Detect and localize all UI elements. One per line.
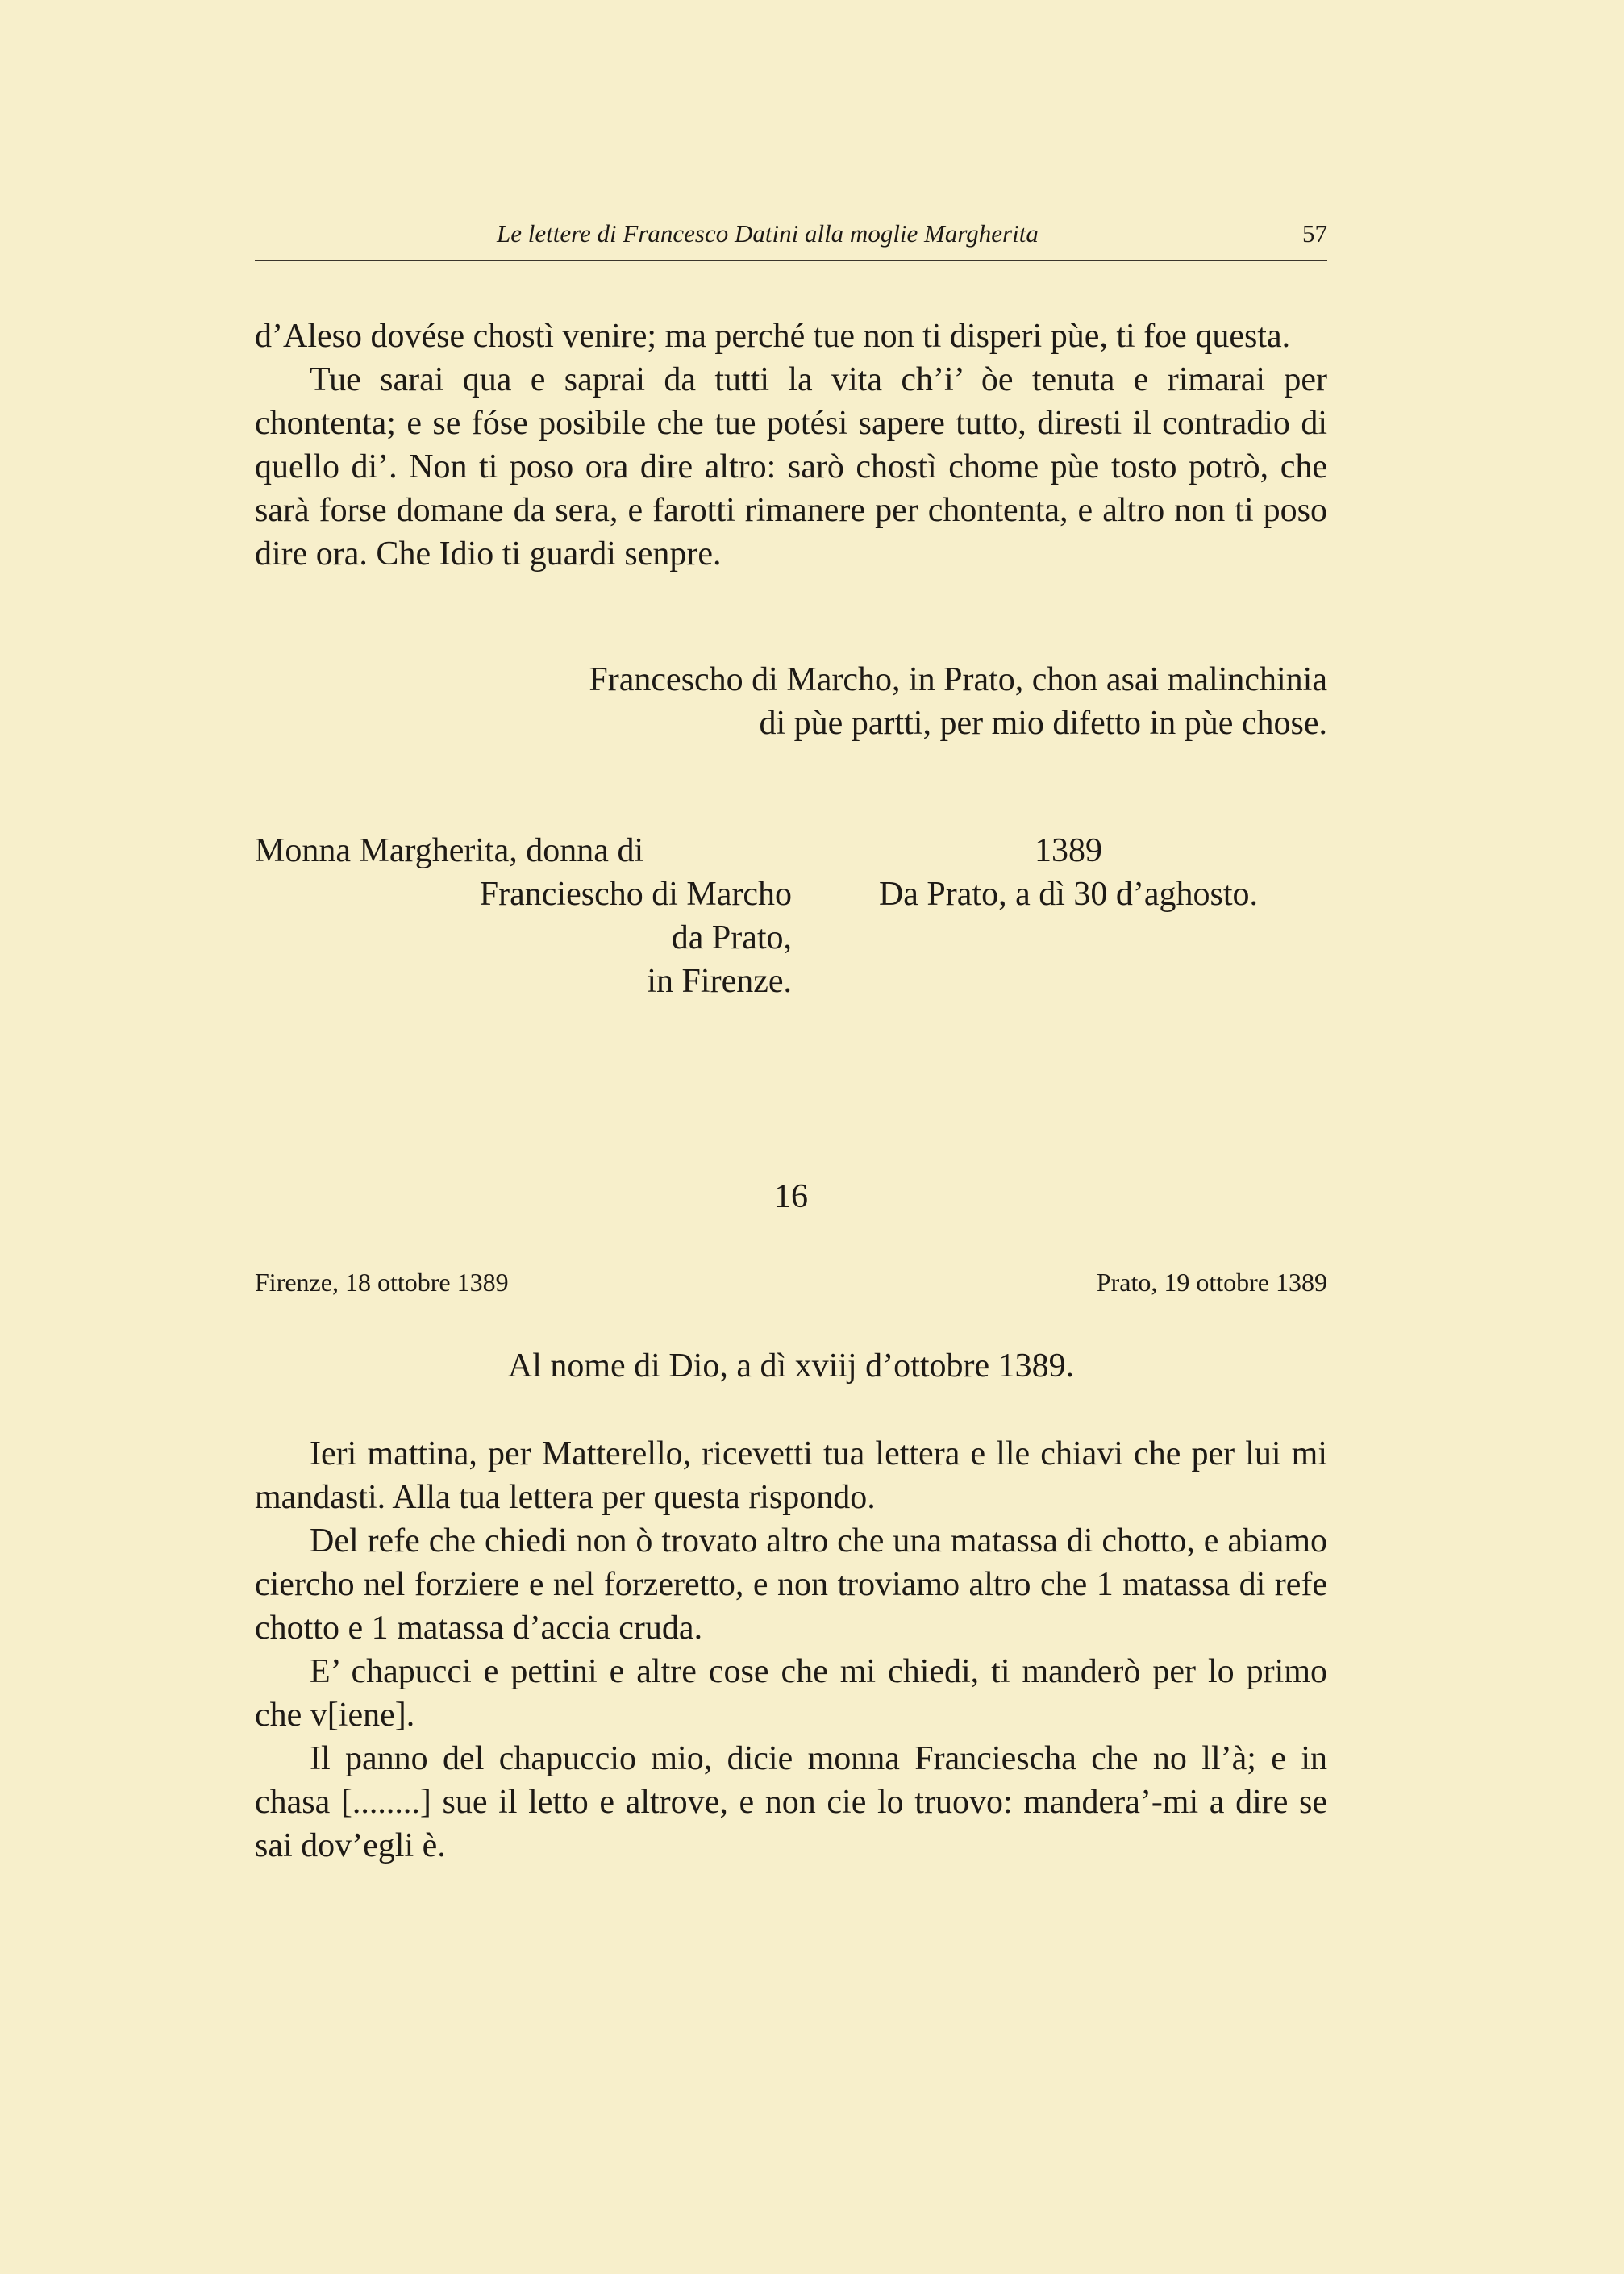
letter-15-paragraph-2: Tue sarai qua e saprai da tutti la vita ch’i’ òe tenuta e rimarai per chontenta; e se fóse posibile che tue potési sapere tutto, diresti il contradio di quello di’. Non ti poso ora dire altro: sarò chostì chome pùe tosto potrò, che sarà forse domane da sera, e farotti rimanere per chontenta, e altro non ti poso dire ora. Che Idio ti guardi senpre. [255,361,1327,573]
receipt-date: Da Prato, a dì 30 d’aghosto. [878,876,1259,913]
address-line-3: da Prato, [671,919,792,956]
letter-15-address [255,829,792,1003]
letter-16-paragraph-1: Ieri mattina, per Matterello, ricevetti tua lettera e lle chiavi che per lui mi mandasti. Alla tua lettera per questa rispondo. [255,1435,1327,1516]
letter-16-body [255,1432,1327,1868]
letter-15-receipt-note [839,829,1298,916]
address-line-2: Franciescho di Marcho [479,876,792,913]
letter-15-body [255,314,1327,576]
running-title: Le lettere di Francesco Datini alla moglie Margherita [497,219,1039,248]
letter-15-signature [255,658,1327,745]
address-line-4: in Firenze. [647,963,792,1000]
letter-number: 16 [774,1178,808,1215]
letter-15-paragraph-1: d’Aleso dovése chostì venire; ma perché tue non ti disperi pùe, ti foe questa. [255,318,1291,355]
letter-16-place-dates [255,1268,1327,1303]
page-number: 57 [1302,219,1327,248]
address-line-1: Monna Margherita, donna di [255,832,644,869]
letter-16-paragraph-3: E’ chapucci e pettini e altre cose che mi chiedi, ti manderò per lo primo che v[iene]. [255,1653,1327,1734]
letter-16-paragraph-2: Del refe che chiedi non ò trovato altro che una matassa di chotto, e abiamo ciercho nel forziere e nel forzeretto, e non troviamo altro che 1 matassa di refe chotto e 1 matassa d’accia cruda. [255,1522,1327,1647]
signature-line-1: Franceschо di Marcho, in Prato, chon asai malinchinia [589,661,1327,698]
letter-16-paragraph-4: Il panno del chapuccio mio, dicie monna Franciescha che no ll’à; e in chasa [........] sue il letto e altrove, e non cie lo truovo: mandera’-mi a dire se sai dov’egli è. [255,1740,1327,1864]
running-header [255,218,1327,261]
signature-line-2: di pùe partti, per mio difetto in pùe chose. [759,705,1327,742]
place-from: Firenze, 18 ottobre 1389 [255,1268,509,1297]
letter-16-opening: Al nome di Dio, a dì xviij d’ottobre 1389. [507,1347,1075,1385]
place-to: Prato, 19 ottobre 1389 [1096,1268,1327,1297]
receipt-year: 1389 [1035,832,1102,869]
